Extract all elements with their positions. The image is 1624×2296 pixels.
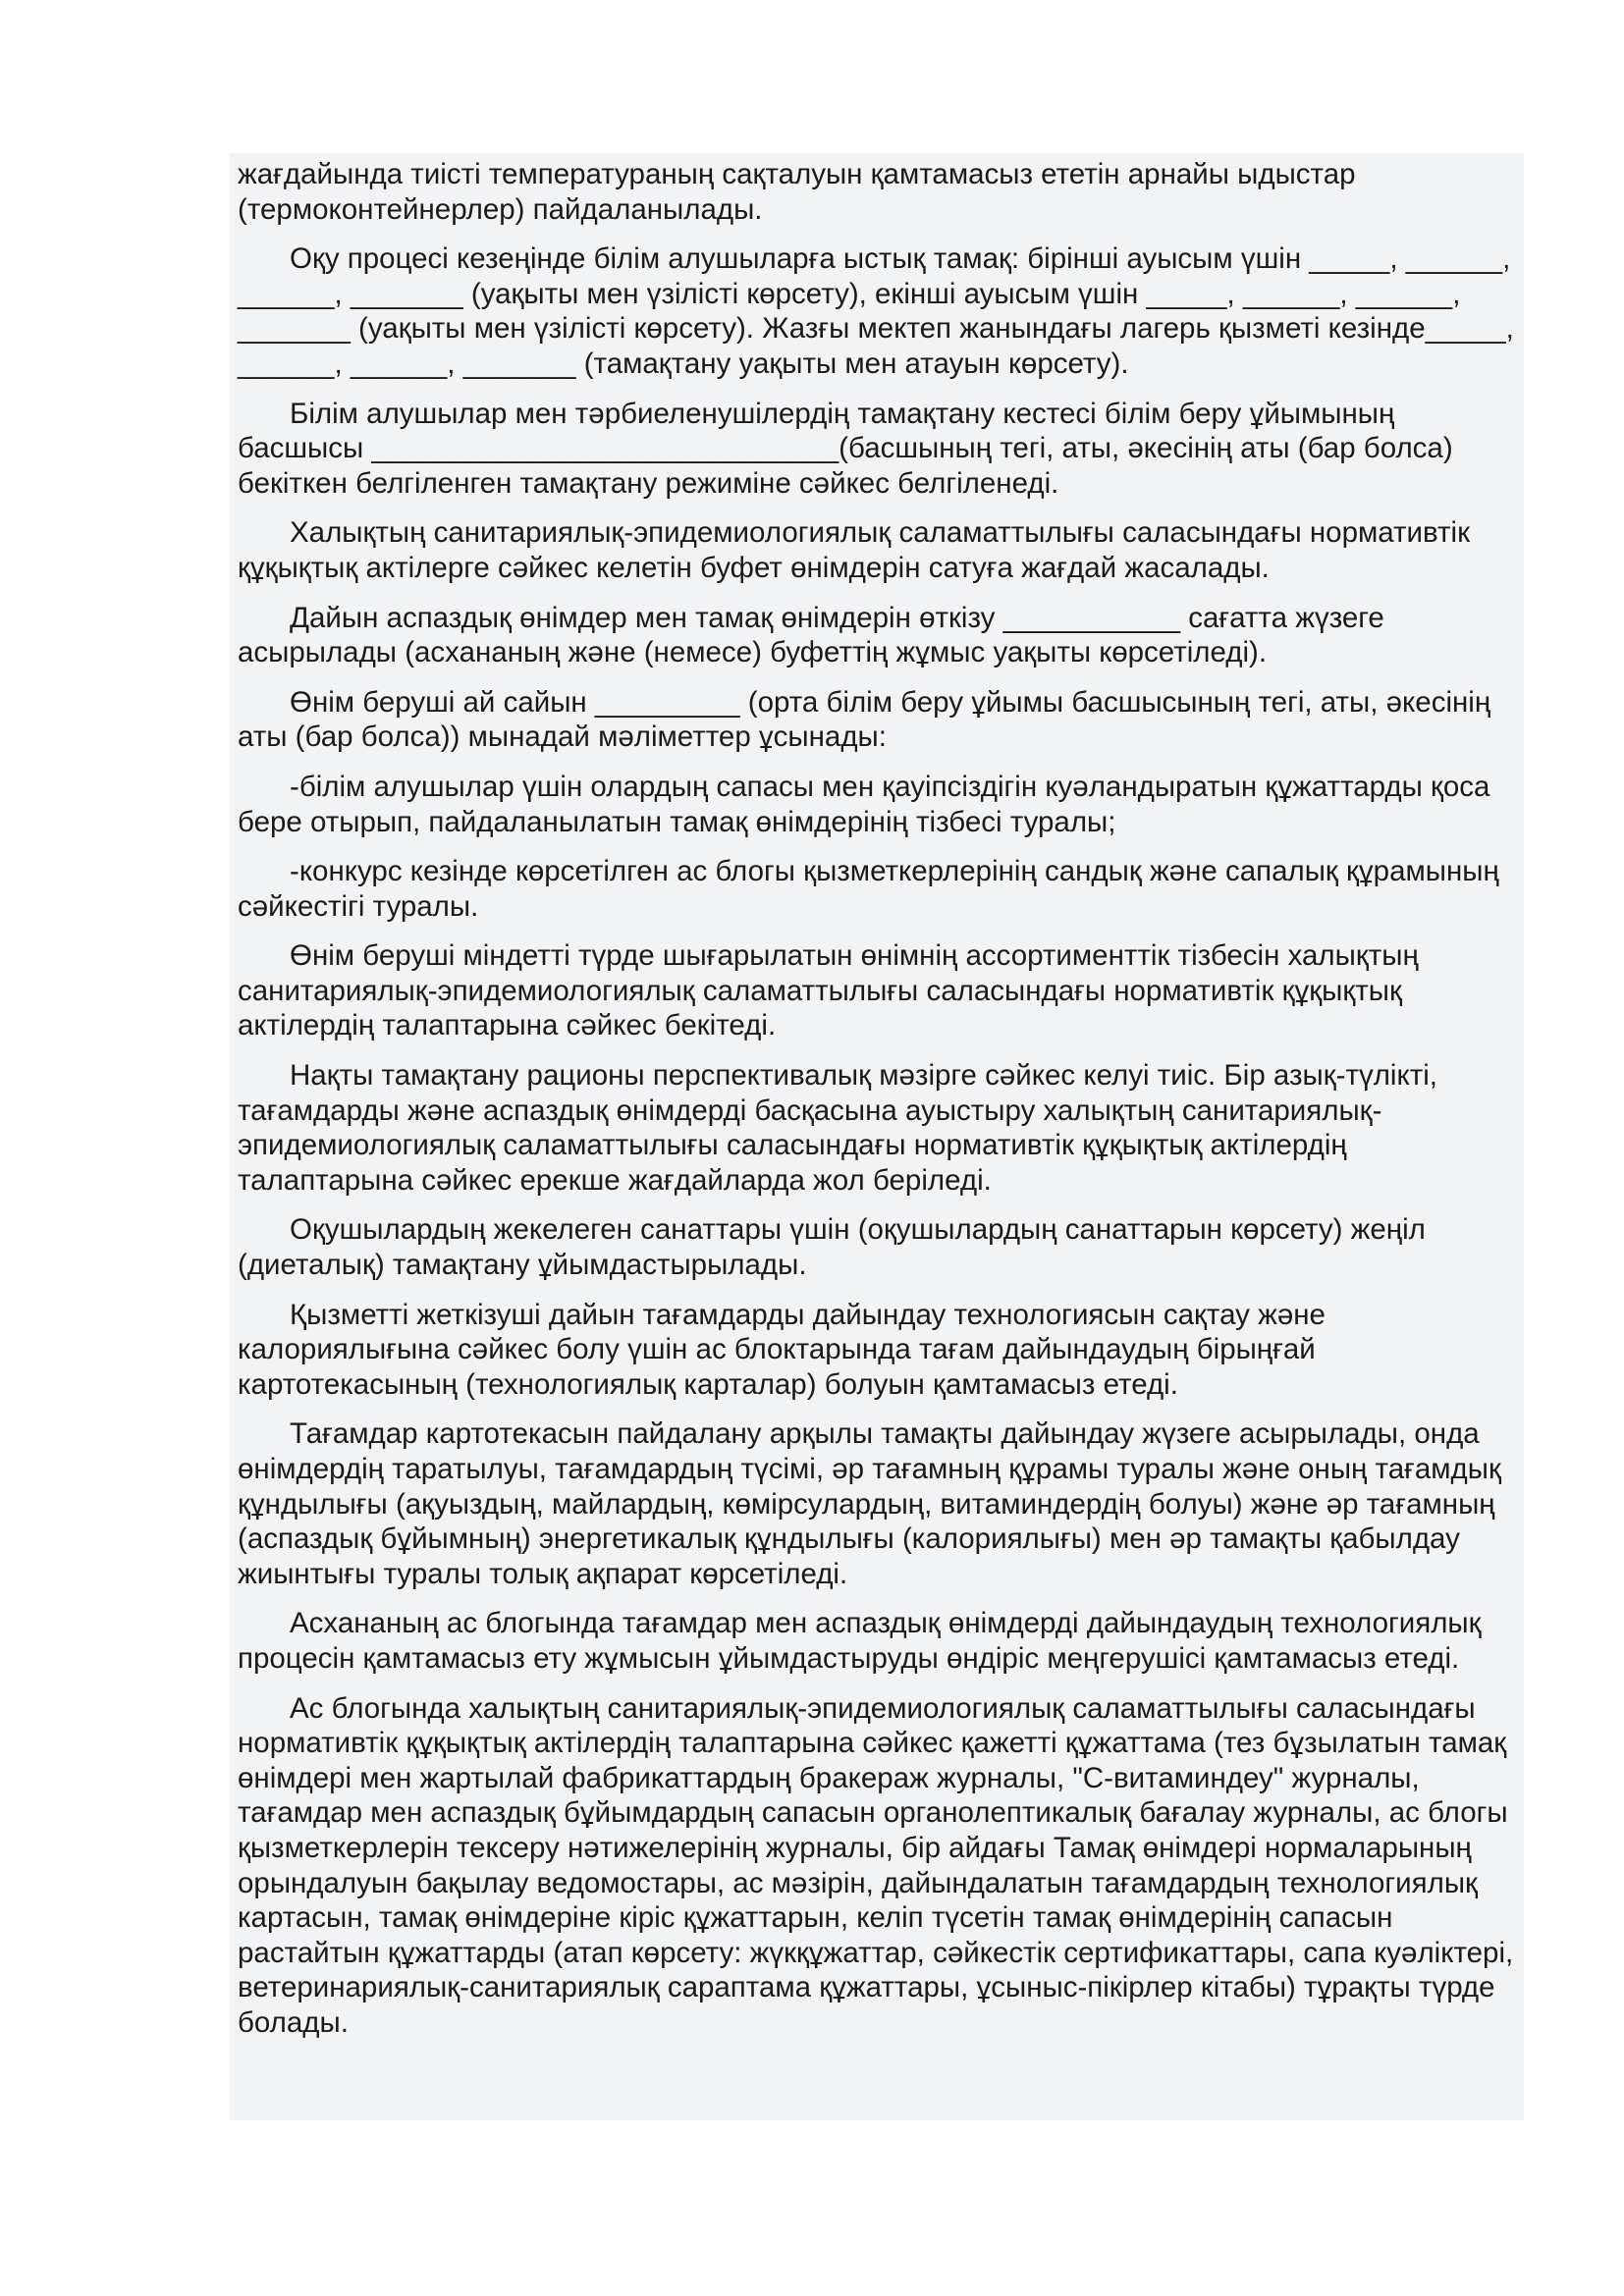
document-body [230,153,1524,2041]
paragraph: -білім алушылар үшін олардың сапасы мен қауіпсіздігін куәландыратын құжаттарды қоса бере отырып, пайдаланылатын тамақ өнімдерінің тізбесі туралы; [238,770,1490,838]
paragraph: Тағамдар картотекасын пайдалану арқылы тамақты дайындау жүзеге асырылады, онда өнімдердің таратылуы, тағамдардың түсімі, әр тағамның құрамы туралы және оның тағамдық құндылығы (ақуыздың, майлардың, көмірсулардың, витаминдердің болуы) және әр тағамның (аспаздық бұйымның) энергетикалық құндылығы (калориялығы) мен әр тамақты қабылдау жиынтығы туралы толық ақпарат көрсетіледі. [238,1417,1501,1590]
paragraph: Өнім беруші міндетті түрде шығарылатын өнімнің ассортименттік тізбесін халықтың санитариялық-эпидемиологиялық саламаттылығы саласындағы нормативтік құқықтық актілердің талаптарына сәйкес бекітеді. [238,939,1419,1042]
paragraph: Өнім беруші ай сайын _________ (орта білім беру ұйымы басшысының тегі, аты, әкесінің аты (бар болса)) мынадай мәліметтер ұсынады: [238,685,1491,754]
paragraph: Халықтың санитариялық-эпидемиологиялық саламаттылығы саласындағы нормативтік құқықтық актілерге сәйкес келетін буфет өнімдерін сатуға жағдай жасалады. [238,516,1470,584]
paragraph: Оқушылардың жекелеген санаттары үшін (оқушылардың санаттарын көрсету) жеңіл (диеталық) тамақтану ұйымдастырылады. [238,1213,1426,1282]
paragraph: -конкурс кезінде көрсетілген ас блогы қызметкерлерінің сандық және сапалық құрамының сәйкестігі туралы. [238,855,1499,923]
document-page [230,153,1524,2120]
paragraph: Ас блогында халықтың санитариялық-эпидемиологиялық саламаттылығы саласындағы нормативтік құқықтық актілердің талаптарына сәйкес қажетті құжаттама (тез бұзылатын тамақ өнімдері мен жартылай фабрикаттардың бракераж журналы, "С-витаминдеу" журналы, тағамдар мен аспаздық бұйымдардың сапасын органолептикалық бағалау журналы, ас блогы қызметкерлерін тексеру нәтижелерінің журналы, бір айдағы Тамақ өнімдері нормаларының орындалуын бақылау ведомостары, ас мәзірін, дайындалатын тағамдардың технологиялық картасын, тамақ өнімдеріне кіріс құжаттарын, келіп түсетін тамақ өнімдерінің сапасын растайтын құжаттарды (атап көрсету: жүкқұжаттар, сәйкестік сертификаттары, сапа куәліктері, ветеринариялық-санитариялық сараптама құжаттары, ұсыныс-пікірлер кітабы) тұрақты түрде болады. [238,1691,1514,2039]
paragraph: Қызметті жеткізуші дайын тағамдарды дайындау технологиясын сақтау және калориялығына сәйкес болу үшін ас блоктарында тағам дайындаудың бірыңғай картотекасының (технологиялық карталар) болуын қамтамасыз етеді. [238,1298,1326,1401]
paragraph: жағдайында тиісті температураның сақталуын қамтамасыз ететін арнайы ыдыстар (термоконтейнерлер) пайдаланылады. [238,158,1356,226]
paragraph: Асхананың ас блогында тағамдар мен аспаздық өнімдерді дайындаудың технологиялық процесін қамтамасыз ету жұмысын ұйымдастыруды өндіріс меңгерушісі қамтамасыз етеді. [238,1607,1482,1675]
paragraph: Дайын аспаздық өнімдер мен тамақ өнімдерін өткізу ___________ сағатта жүзеге асырылады (асхананың және (немесе) буфеттің жұмыс уақыты көрсетіледі). [238,601,1384,669]
paragraph: Білім алушылар мен тәрбиеленушілердің тамақтану кестесі білім беру ұйымының басшысы _____________________________(басшының тегі, аты, әкесінің аты (бар болса) бекіткен белгіленген тамақтану режиміне сәйкес белгіленеді. [238,397,1453,500]
paragraph: Нақты тамақтану рационы перспективалық мәзірге сәйкес келуі тиіс. Бір азық-түлікті, тағамдарды және аспаздық өнімдерді басқасына ауыстыру халықтың санитариялық-эпидемиологиялық саламаттылығы саласындағы нормативтік құқықтық актілердің талаптарына сәйкес ерекше жағдайларда жол беріледі. [238,1059,1437,1197]
paragraph: Оқу процесі кезеңінде білім алушыларға ыстық тамақ: бірінші ауысым үшін _____, ______, ______, _______ (уақыты мен үзілісті көрсету), екінші ауысым үшін _____, ______, ______, _______ (уақыты мен үзілісті көрсету). Жазғы мектеп жанындағы лагерь қызметі кезінде_____, ______, ______, _______ (тамақтану уақыты мен атауын көрсету). [238,242,1514,380]
